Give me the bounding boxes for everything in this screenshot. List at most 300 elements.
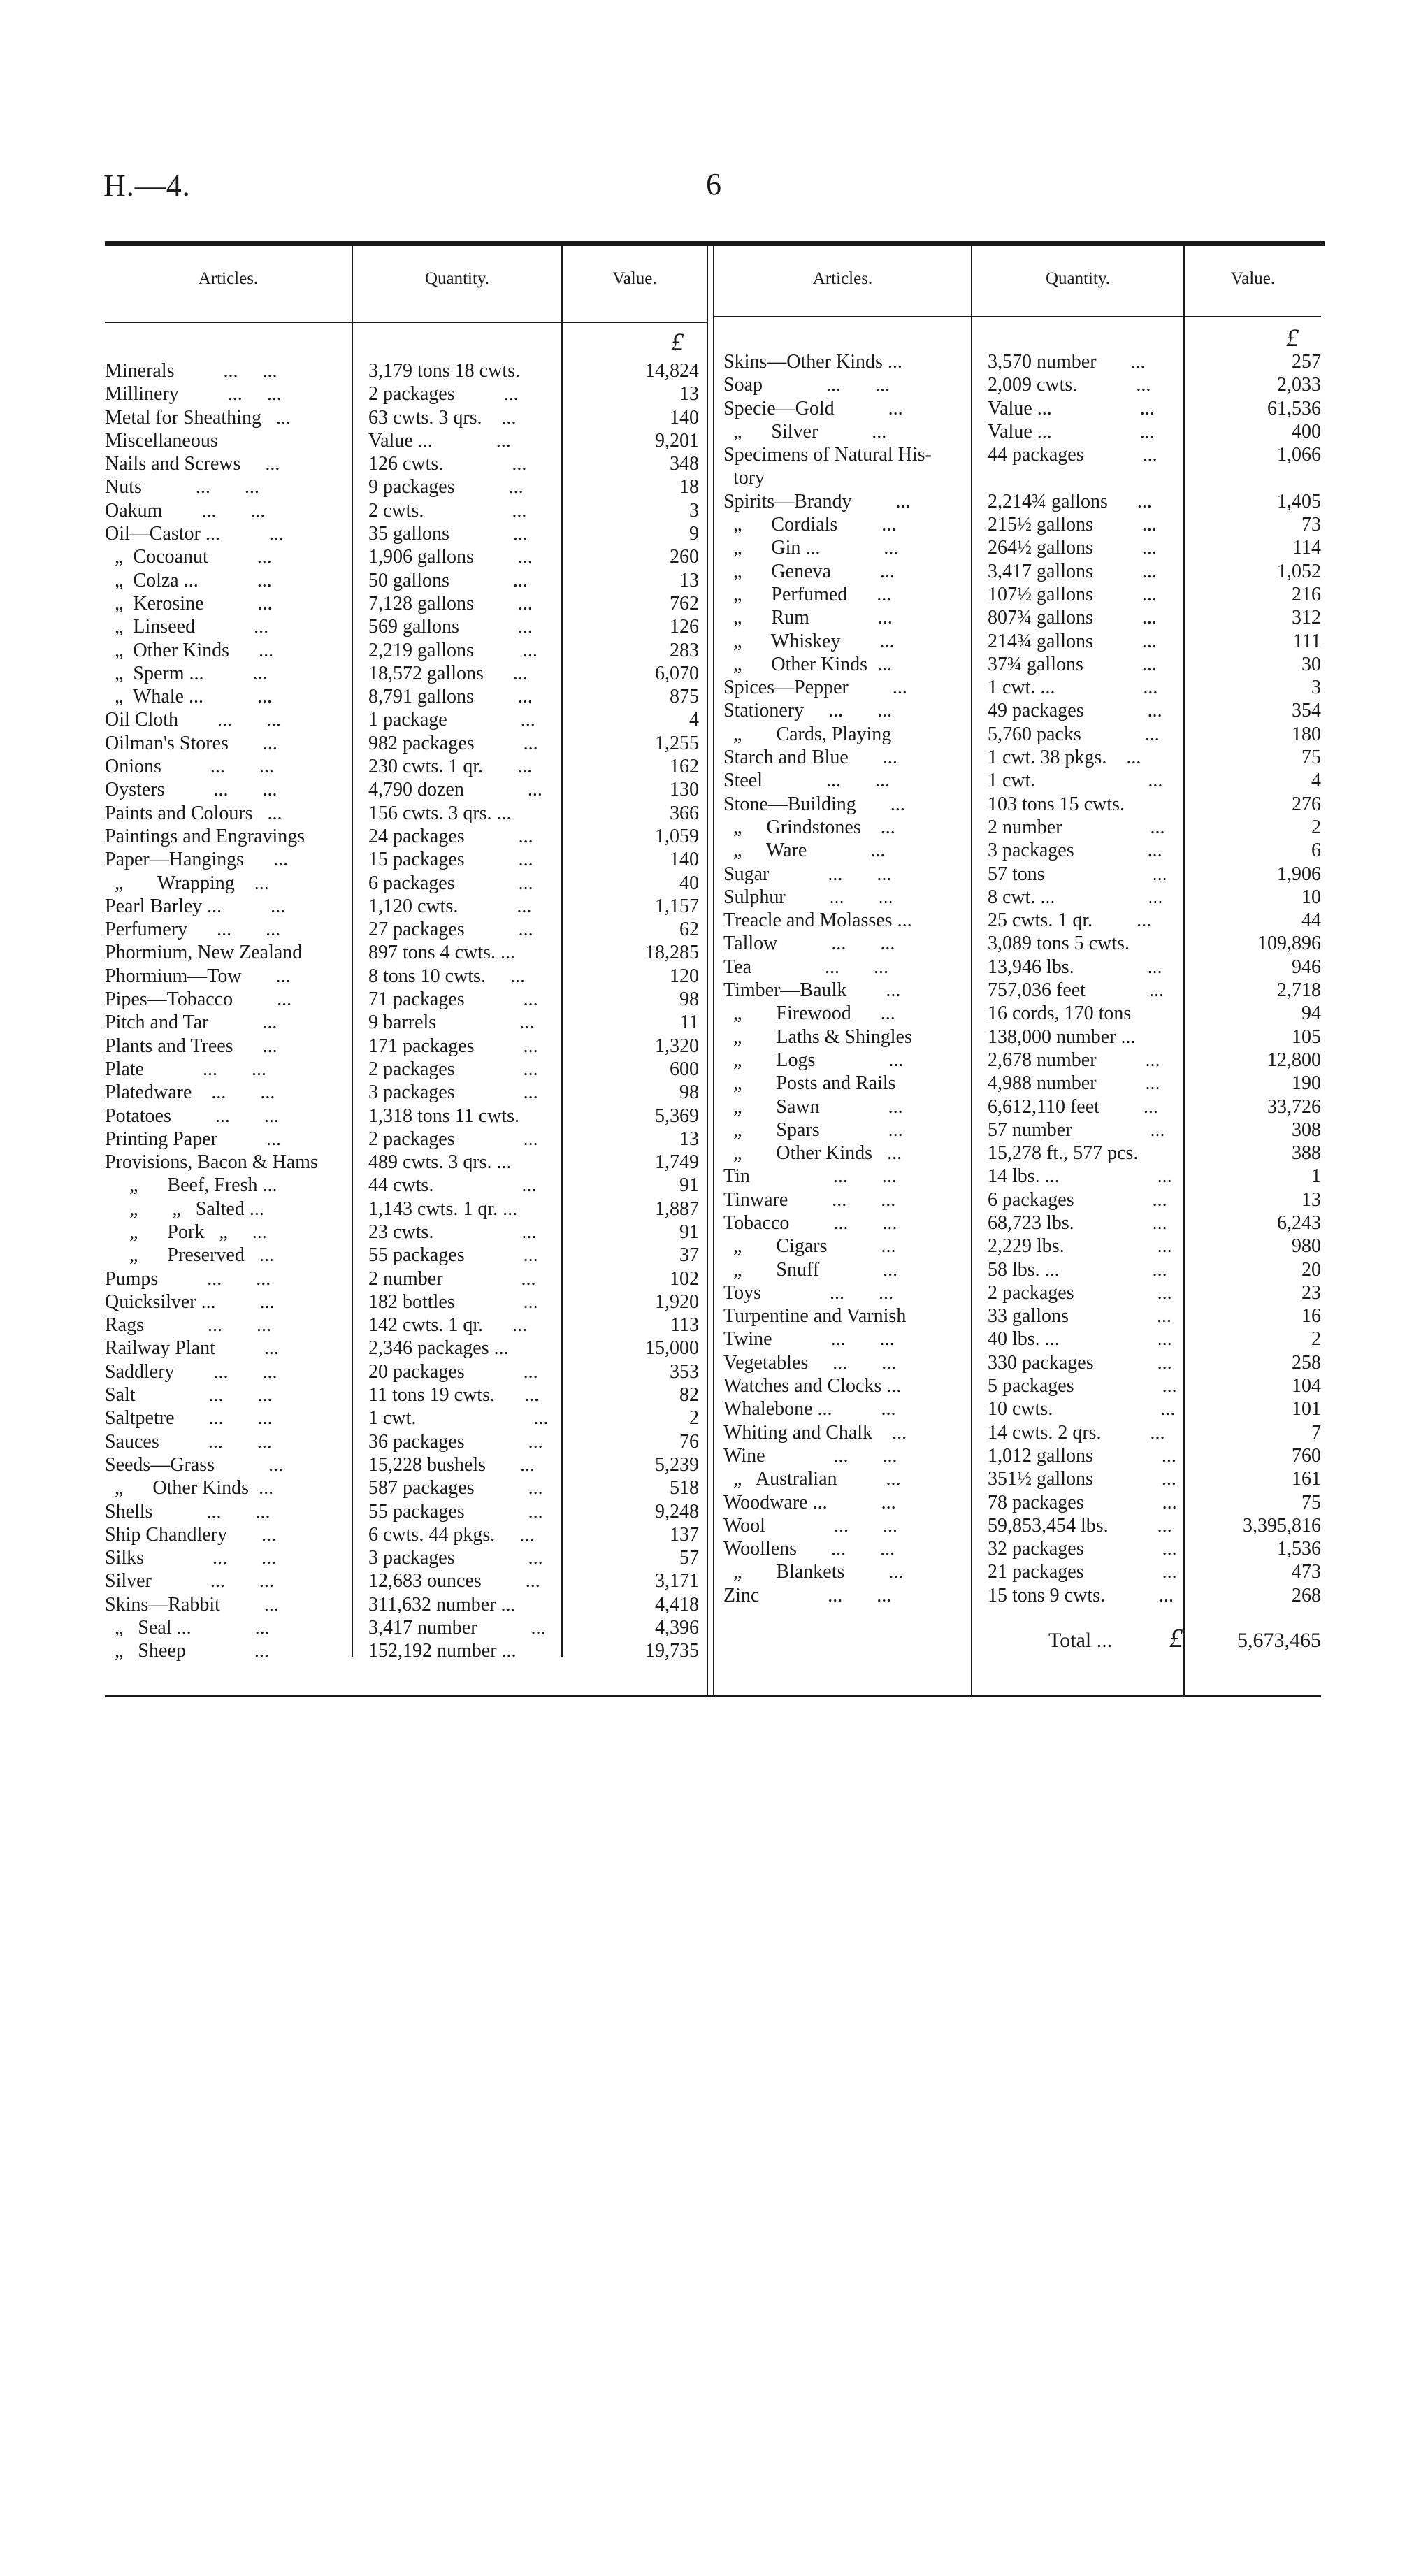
quantity-cell: 57 number ... <box>988 1118 1165 1141</box>
quantity-cell: 2,346 packages ... <box>368 1337 509 1360</box>
value-cell: 354 <box>1292 700 1321 722</box>
value-cell: 366 <box>670 802 699 824</box>
article-name: Spirits—Brandy ... <box>723 490 911 512</box>
quantity-cell: 2,219 gallons ... <box>368 639 538 661</box>
top-rule <box>105 241 1325 246</box>
divider-middle-1 <box>707 246 708 1695</box>
value-cell: 23 <box>1301 1281 1321 1304</box>
article-name: Saltpetre ... ... <box>105 1407 273 1430</box>
value-cell: 13 <box>679 569 699 591</box>
article-name: „ Wrapping ... <box>105 872 269 894</box>
header-rule-right <box>713 316 1321 317</box>
value-cell: 1 <box>1311 1165 1321 1188</box>
article-name: Nuts ... ... <box>105 476 259 498</box>
article-name: Starch and Blue ... <box>723 747 897 769</box>
value-cell: 161 <box>1292 1468 1321 1490</box>
value-cell: 16 <box>1301 1305 1321 1327</box>
quantity-cell: 78 packages ... <box>988 1491 1177 1513</box>
value-cell: 37 <box>679 1244 699 1267</box>
quantity-cell: 3 packages ... <box>988 840 1162 862</box>
value-cell: 190 <box>1292 1072 1321 1095</box>
quantity-cell: 1,318 tons 11 cwts. <box>368 1104 519 1127</box>
article-name: „ Laths & Shingles <box>723 1026 912 1048</box>
quantity-cell: 1,120 cwts. ... <box>368 895 532 917</box>
value-cell: 216 <box>1292 583 1321 605</box>
value-cell: 6,243 <box>1277 1211 1321 1234</box>
article-name: Tinware ... ... <box>723 1188 896 1211</box>
quantity-cell: 55 packages ... <box>368 1500 543 1523</box>
quantity-cell: 49 packages ... <box>988 700 1162 722</box>
article-name: „ Ware ... <box>723 840 886 862</box>
total-currency-symbol: £ <box>1169 1624 1183 1653</box>
article-name: Minerals ... ... <box>105 360 277 382</box>
value-cell: 98 <box>679 1081 699 1104</box>
quantity-cell: 32 packages ... <box>988 1538 1177 1560</box>
value-cell: 126 <box>670 616 699 638</box>
value-cell: 14,824 <box>645 360 699 382</box>
value-cell: 113 <box>670 1314 699 1337</box>
quantity-cell: 569 gallons ... <box>368 616 533 638</box>
article-name: Sugar ... ... <box>723 863 892 885</box>
article-name: „ Logs ... <box>723 1049 904 1071</box>
quantity-cell: 44 packages ... <box>988 444 1157 466</box>
value-cell: 1,749 <box>655 1151 699 1174</box>
quantity-cell: 311,632 number ... <box>368 1593 516 1616</box>
currency-symbol-left: £ <box>671 328 684 356</box>
article-name: Platedware ... ... <box>105 1081 275 1104</box>
article-name: Woodware ... ... <box>723 1491 896 1513</box>
value-cell: 308 <box>1292 1118 1321 1141</box>
quantity-cell: 2 packages ... <box>988 1281 1172 1304</box>
quantity-cell: 2 packages ... <box>368 383 519 405</box>
quantity-cell: 33 gallons ... <box>988 1305 1171 1327</box>
article-name: tory <box>723 467 765 489</box>
value-cell: 2 <box>689 1407 699 1430</box>
right-articles-column <box>723 350 969 1607</box>
value-cell: 258 <box>1292 1351 1321 1374</box>
quantity-cell: 36 packages ... <box>368 1430 543 1453</box>
quantity-cell: 2,229 lbs. ... <box>988 1235 1172 1258</box>
value-cell: 388 <box>1292 1142 1321 1165</box>
quantity-cell: 37¾ gallons ... <box>988 653 1157 675</box>
quantity-cell: 138,000 number ... <box>988 1026 1136 1048</box>
value-cell: 105 <box>1292 1026 1321 1048</box>
value-cell: 1,320 <box>655 1035 699 1057</box>
quantity-cell: 8 cwt. ... ... <box>988 886 1163 908</box>
value-cell: 260 <box>670 546 699 568</box>
quantity-cell: 9 packages ... <box>368 476 524 498</box>
article-name: „ Gin ... ... <box>723 537 899 559</box>
quantity-cell: 2,214¾ gallons ... <box>988 490 1152 512</box>
quantity-cell: 215½ gallons ... <box>988 514 1157 536</box>
article-name: Sulphur ... ... <box>723 886 893 908</box>
value-cell: 1,066 <box>1277 444 1321 466</box>
article-name: Salt ... ... <box>105 1384 273 1406</box>
value-cell: 10 <box>1301 886 1321 908</box>
quantity-cell: 6,612,110 feet ... <box>988 1095 1158 1118</box>
value-cell: 2 <box>1311 816 1321 838</box>
value-cell: 3,171 <box>655 1570 699 1592</box>
value-cell: 111 <box>1293 630 1321 652</box>
value-cell: 875 <box>670 686 699 708</box>
value-cell: 4,418 <box>655 1593 699 1616</box>
article-name: „ Cigars ... <box>723 1235 896 1258</box>
quantity-cell: 14 cwts. 2 qrs. ... <box>988 1421 1165 1444</box>
quantity-cell: 1 cwt. ... ... <box>988 677 1158 699</box>
quantity-cell: 182 bottles ... <box>368 1290 538 1313</box>
total-value: 5,673,465 <box>1237 1629 1321 1652</box>
quantity-cell: 1,143 cwts. 1 qr. ... <box>368 1197 518 1220</box>
quantity-cell: 3 packages ... <box>368 1547 543 1569</box>
value-cell: 1,059 <box>655 825 699 847</box>
quantity-cell: 587 packages ... <box>368 1477 543 1499</box>
quantity-cell: 3,089 tons 5 cwts. <box>988 933 1130 955</box>
value-cell: 1,405 <box>1277 490 1321 512</box>
value-cell: 162 <box>670 756 699 778</box>
article-name: Metal for Sheathing ... <box>105 406 291 429</box>
article-name: „ Cards, Playing <box>723 723 892 745</box>
value-cell: 109,896 <box>1257 933 1321 955</box>
quantity-cell: 24 packages ... <box>368 825 533 847</box>
article-name: „ Sheep ... <box>105 1640 269 1662</box>
article-name: Watches and Clocks ... <box>723 1375 902 1397</box>
value-cell: 3,395,816 <box>1243 1514 1321 1537</box>
value-cell: 101 <box>1292 1398 1321 1420</box>
value-cell: 9,248 <box>655 1500 699 1523</box>
quantity-cell: 126 cwts. ... <box>368 453 527 475</box>
value-cell: 762 <box>670 592 699 614</box>
article-name: Timber—Baulk ... <box>723 979 901 1002</box>
value-cell: 19,735 <box>645 1640 699 1662</box>
value-cell: 75 <box>1301 1491 1321 1513</box>
value-cell: 13 <box>679 1128 699 1150</box>
article-name: „ Geneva ... <box>723 560 895 582</box>
article-name: „ Sawn ... <box>723 1095 903 1118</box>
value-cell: 15,000 <box>645 1337 699 1360</box>
value-cell: 12,800 <box>1267 1049 1321 1071</box>
article-name: Ship Chandlery ... <box>105 1523 276 1546</box>
quantity-cell: 15 packages ... <box>368 849 533 871</box>
quantity-cell: Value ... ... <box>368 429 511 452</box>
article-name: Paintings and Engravings <box>105 825 305 847</box>
value-cell: 13 <box>1301 1188 1321 1211</box>
quantity-cell: 2 packages ... <box>368 1128 538 1150</box>
value-cell: 946 <box>1292 956 1321 978</box>
value-cell: 348 <box>670 453 699 475</box>
value-cell: 518 <box>670 1477 699 1499</box>
article-name: „ Seal ... ... <box>105 1617 270 1639</box>
article-name: Printing Paper ... <box>105 1128 281 1150</box>
value-cell: 2,718 <box>1277 979 1321 1002</box>
value-cell: 2 <box>1311 1328 1321 1351</box>
value-cell: 980 <box>1292 1235 1321 1258</box>
article-name: Phormium—Tow ... <box>105 965 291 987</box>
article-name: „ Blankets ... <box>723 1561 904 1583</box>
value-cell: 94 <box>1301 1002 1321 1025</box>
quantity-cell: 71 packages ... <box>368 988 538 1011</box>
quantity-cell: 2 packages ... <box>368 1058 538 1080</box>
quantity-cell: 5 packages ... <box>988 1375 1177 1397</box>
quantity-cell: 59,853,454 lbs. ... <box>988 1514 1172 1537</box>
value-cell: 30 <box>1301 653 1321 675</box>
value-cell: 1,255 <box>655 732 699 754</box>
article-name: Tallow ... ... <box>723 933 895 955</box>
value-cell: 3 <box>1311 677 1321 699</box>
header-articles-right: Articles. <box>812 269 873 288</box>
value-cell: 73 <box>1301 514 1321 536</box>
quantity-cell: 10 cwts. ... <box>988 1398 1176 1420</box>
quantity-cell: 4,988 number ... <box>988 1072 1160 1095</box>
article-name: Spices—Pepper ... <box>723 677 907 699</box>
article-name: „ Beef, Fresh ... <box>105 1174 277 1197</box>
quantity-cell: 23 cwts. ... <box>368 1221 537 1243</box>
value-cell: 13 <box>679 383 699 405</box>
article-name: Toys ... ... <box>723 1281 894 1304</box>
article-name: Vegetables ... ... <box>723 1351 897 1374</box>
article-name: „ Other Kinds ... <box>723 653 893 675</box>
article-name: Quicksilver ... ... <box>105 1290 275 1313</box>
value-cell: 1,157 <box>655 895 699 917</box>
divider-right-art-qty <box>971 246 972 1695</box>
quantity-cell: 1,906 gallons ... <box>368 546 533 568</box>
quantity-cell: 13,946 lbs. ... <box>988 956 1162 978</box>
article-name: Phormium, New Zealand <box>105 942 303 964</box>
article-name: Onions ... ... <box>105 756 274 778</box>
article-name: „ Silver ... <box>723 420 887 442</box>
article-name: Sauces ... ... <box>105 1430 272 1453</box>
article-name: Plate ... ... <box>105 1058 266 1080</box>
quantity-cell: 68,723 lbs. ... <box>988 1211 1167 1234</box>
quantity-cell: 156 cwts. 3 qrs. ... <box>368 802 512 824</box>
value-cell: 1,052 <box>1277 560 1321 582</box>
value-cell: 1,920 <box>655 1290 699 1313</box>
quantity-cell: 1 cwt. ... <box>988 770 1163 792</box>
quantity-cell: 897 tons 4 cwts. ... <box>368 942 515 964</box>
article-name: „ Sperm ... ... <box>105 662 268 684</box>
quantity-cell: 2,678 number ... <box>988 1049 1160 1071</box>
right-value-column <box>1188 350 1321 1607</box>
quantity-cell: 1,012 gallons ... <box>988 1444 1176 1467</box>
quantity-cell: 3,417 gallons ... <box>988 560 1157 582</box>
quantity-cell: 2 cwts. ... <box>368 499 527 521</box>
article-name: „ Rum ... <box>723 607 893 629</box>
article-name: Miscellaneous <box>105 429 218 452</box>
article-name: „ Posts and Rails <box>723 1072 896 1095</box>
value-cell: 7 <box>1311 1421 1321 1444</box>
article-name: Tin ... ... <box>723 1165 897 1188</box>
article-name: Stationery ... ... <box>723 700 893 722</box>
article-name: Specimens of Natural His- <box>723 444 932 466</box>
quantity-cell: 2 number ... <box>988 816 1165 838</box>
quantity-cell: 264½ gallons ... <box>988 537 1157 559</box>
divider-left-art-qty <box>352 246 353 1657</box>
value-cell: 276 <box>1292 793 1321 815</box>
value-cell: 61,536 <box>1267 397 1321 419</box>
quantity-cell: 142 cwts. 1 qr. ... <box>368 1314 528 1337</box>
article-name: Tea ... ... <box>723 956 889 978</box>
quantity-cell: 58 lbs. ... ... <box>988 1258 1167 1281</box>
header-quantity-left: Quantity. <box>424 269 490 288</box>
bottom-rule <box>105 1695 1321 1697</box>
article-name: Oakum ... ... <box>105 499 266 521</box>
value-cell: 20 <box>1301 1258 1321 1281</box>
quantity-cell: Value ... ... <box>988 397 1155 419</box>
value-cell: 18,285 <box>645 942 699 964</box>
value-cell: 76 <box>679 1430 699 1453</box>
value-cell: 40 <box>679 872 699 894</box>
value-cell: 91 <box>679 1174 699 1197</box>
quantity-cell: 12,683 ounces ... <box>368 1570 540 1592</box>
article-name: „ Linseed ... <box>105 616 269 638</box>
article-name: Plants and Trees ... <box>105 1035 277 1057</box>
article-name: Nails and Screws ... <box>105 453 280 475</box>
article-name: Whalebone ... ... <box>723 1398 896 1420</box>
article-name: „ Perfumed ... <box>723 583 892 605</box>
quantity-cell: 15 tons 9 cwts. ... <box>988 1584 1174 1606</box>
left-articles-column <box>105 359 349 1663</box>
article-name: „ Snuff ... <box>723 1258 898 1281</box>
quantity-cell: 16 cords, 170 tons <box>988 1002 1132 1025</box>
article-name: Oil—Castor ... ... <box>105 523 284 545</box>
quantity-cell: 351½ gallons ... <box>988 1468 1176 1490</box>
value-cell: 11 <box>680 1012 699 1034</box>
value-cell: 760 <box>1292 1444 1321 1467</box>
article-name: „ Pork „ ... <box>105 1221 267 1243</box>
quantity-cell: 982 packages ... <box>368 732 538 754</box>
article-name: Silver ... ... <box>105 1570 274 1592</box>
divider-left-qty-val <box>561 246 563 1657</box>
article-name: Soap ... ... <box>723 374 890 396</box>
value-cell: 18 <box>679 476 699 498</box>
value-cell: 3 <box>689 499 699 521</box>
article-name: Shells ... ... <box>105 1500 271 1523</box>
quantity-cell: 15,278 ft., 577 pcs. <box>988 1142 1139 1165</box>
article-name: Seeds—Grass ... <box>105 1453 284 1476</box>
quantity-cell: 57 tons ... <box>988 863 1167 885</box>
page-number: 6 <box>706 167 721 201</box>
article-name: Skins—Rabbit ... <box>105 1593 279 1616</box>
value-cell: 312 <box>1292 607 1321 629</box>
quantity-cell: 3 packages ... <box>368 1081 538 1104</box>
left-quantity-column <box>368 359 560 1663</box>
total-label: Total ... <box>1048 1629 1113 1652</box>
value-cell: 91 <box>679 1221 699 1243</box>
quantity-cell: 20 packages ... <box>368 1360 538 1383</box>
article-name: „ Australian ... <box>723 1468 901 1490</box>
article-name: „ Preserved ... <box>105 1244 274 1267</box>
value-cell: 353 <box>670 1360 699 1383</box>
quantity-cell: 44 cwts. ... <box>368 1174 537 1197</box>
quantity-cell: 40 lbs. ... ... <box>988 1328 1172 1351</box>
value-cell: 257 <box>1292 351 1321 373</box>
article-name: Perfumery ... ... <box>105 919 281 941</box>
value-cell: 6 <box>1311 840 1321 862</box>
value-cell <box>1188 466 1321 489</box>
article-name: „ Firewood ... <box>723 1002 895 1025</box>
value-cell: 120 <box>670 965 699 987</box>
quantity-cell: 6 cwts. 44 pkgs. ... <box>368 1523 535 1546</box>
article-name: Saddlery ... ... <box>105 1360 277 1383</box>
value-cell: 137 <box>670 1523 699 1546</box>
quantity-cell: 330 packages ... <box>988 1351 1172 1374</box>
value-cell: 600 <box>670 1058 699 1080</box>
article-name: Zinc ... ... <box>723 1584 892 1606</box>
quantity-cell: 103 tons 15 cwts. <box>988 793 1125 815</box>
quantity-cell: 807¾ gallons ... <box>988 607 1157 629</box>
quantity-cell: 63 cwts. 3 qrs. ... <box>368 406 517 429</box>
quantity-cell: 7,128 gallons ... <box>368 592 533 614</box>
page-id: H.—4. <box>103 168 191 203</box>
quantity-cell: 55 packages ... <box>368 1244 538 1267</box>
quantity-cell: 5,760 packs ... <box>988 723 1160 745</box>
article-name: Millinery ... ... <box>105 383 282 405</box>
quantity-cell: Value ... ... <box>988 420 1155 442</box>
quantity-cell: 6 packages ... <box>988 1188 1167 1211</box>
quantity-cell: 6 packages ... <box>368 872 533 894</box>
quantity-cell: 15,228 bushels ... <box>368 1453 535 1476</box>
value-cell: 140 <box>670 406 699 429</box>
header-rule-left <box>105 322 707 323</box>
article-name: Pipes—Tobacco ... <box>105 988 292 1011</box>
article-name: Paper—Hangings ... <box>105 849 289 871</box>
value-cell: 4,396 <box>655 1617 699 1639</box>
value-cell: 62 <box>679 919 699 941</box>
article-name: „ Other Kinds ... <box>105 1477 274 1499</box>
article-name: Provisions, Bacon & Hams <box>105 1151 318 1174</box>
article-name: Stone—Building ... <box>723 793 905 815</box>
article-name: Paints and Colours ... <box>105 802 282 824</box>
article-name: Oil Cloth ... ... <box>105 709 282 731</box>
quantity-cell: 1 cwt. 38 pkgs. ... <box>988 747 1141 769</box>
article-name: Tobacco ... ... <box>723 1211 897 1234</box>
quantity-cell: 8,791 gallons ... <box>368 686 533 708</box>
value-cell: 98 <box>679 988 699 1011</box>
article-name: „ Kerosine ... <box>105 592 273 614</box>
header-value-left: Value. <box>612 269 657 288</box>
quantity-cell: 171 packages ... <box>368 1035 538 1057</box>
value-cell: 1,887 <box>655 1197 699 1220</box>
article-name: Railway Plant ... <box>105 1337 279 1360</box>
right-quantity-column <box>988 350 1182 1607</box>
quantity-cell: 2 number ... <box>368 1267 536 1290</box>
quantity-cell: 489 cwts. 3 qrs. ... <box>368 1151 512 1174</box>
value-cell: 9,201 <box>655 429 699 452</box>
divider-right-qty-val <box>1183 246 1185 1695</box>
article-name: „ „ Salted ... <box>105 1197 264 1220</box>
quantity-cell: 35 gallons ... <box>368 523 528 545</box>
quantity-cell: 25 cwts. 1 qr. ... <box>988 909 1152 932</box>
value-cell: 104 <box>1292 1375 1321 1397</box>
value-cell: 57 <box>679 1547 699 1569</box>
article-name: Woollens ... ... <box>723 1538 895 1560</box>
article-name: „ Other Kinds ... <box>723 1142 902 1165</box>
quantity-cell: 27 packages ... <box>368 919 533 941</box>
header-articles-left: Articles. <box>198 269 259 288</box>
quantity-cell: 757,036 feet ... <box>988 979 1164 1002</box>
value-cell: 82 <box>679 1384 699 1406</box>
value-cell: 473 <box>1292 1561 1321 1583</box>
article-name: „ Cordials ... <box>723 514 897 536</box>
value-cell: 6,070 <box>655 662 699 684</box>
article-name: Whiting and Chalk ... <box>723 1421 907 1444</box>
article-name: „ Other Kinds ... <box>105 639 274 661</box>
value-cell: 4 <box>689 709 699 731</box>
article-name: Treacle and Molasses ... <box>723 909 912 932</box>
article-name: „ Spars ... <box>723 1118 903 1141</box>
quantity-cell: 214¾ gallons ... <box>988 630 1157 652</box>
currency-symbol-right: £ <box>1286 324 1299 352</box>
value-cell: 114 <box>1292 537 1321 559</box>
